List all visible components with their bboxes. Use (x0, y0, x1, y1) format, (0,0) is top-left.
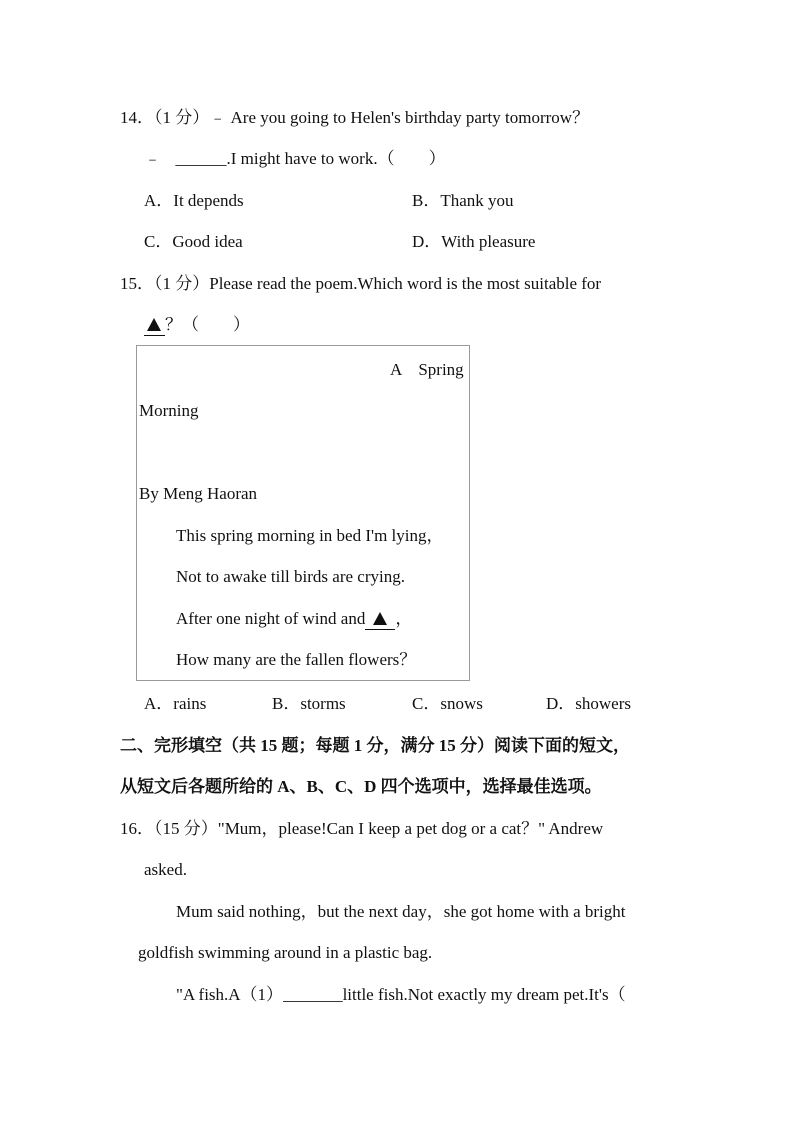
q14-reply (144, 149, 446, 169)
q15-blank (144, 315, 165, 336)
poem-line-3 (176, 609, 412, 630)
poem-title-part1: A Spring (390, 360, 464, 379)
poem-line-4: How many are the fallen flowers？ (176, 650, 417, 669)
q14-option-b: B．Thank you (412, 191, 514, 210)
poem-line-3-end: ， (395, 609, 413, 628)
q16-line-5-before: "A fish.A（1） (176, 985, 284, 1004)
q14-reply-dash: ﹣ (144, 149, 161, 168)
q16-line-5-after: little fish.Not exactly my dream pet.It's（ (342, 985, 626, 1004)
poem-blank (365, 609, 395, 630)
q15-stem-line2 (144, 315, 250, 336)
section2-heading-line1: 二、完形填空（共 15 题；每题 1 分，满分 15 分）阅读下面的短文， (120, 736, 630, 755)
q16-line-4: goldfish swimming around in a plastic bag. (138, 943, 433, 962)
poem-box (136, 345, 470, 681)
poem-line-1: This spring morning in bed I'm lying， (176, 526, 444, 545)
q16-line-5 (176, 985, 626, 1005)
q15-stem-line1: 15．（1 分）Please read the poem.Which word is the most suitable for (120, 274, 602, 293)
triangle-icon (147, 318, 161, 331)
q16-line-3: Mum said nothing，but the next day，she got home with a bright (176, 902, 626, 921)
q15-stem-line2-text: ？（ ） (165, 315, 250, 334)
q16-blank-1: _______ (283, 985, 343, 1004)
q16-line-2: asked. (144, 860, 187, 879)
q14-reply-blank: ______ (175, 149, 227, 168)
q14-option-c: C．Good idea (144, 232, 243, 251)
poem-author: By Meng Haoran (139, 484, 258, 503)
q15-option-a: A．rains (144, 694, 207, 713)
q14-option-a: A．It depends (144, 191, 244, 210)
q15-option-c: C．snows (412, 694, 483, 713)
q14-stem: 14．（1 分）﹣ Are you going to Helen's birthday party tomorrow？ (120, 108, 590, 127)
q14-reply-rest: .I might have to work.（ ） (226, 149, 446, 168)
q14-option-d: D．With pleasure (412, 232, 536, 251)
triangle-icon (373, 612, 387, 625)
q15-option-b: B．storms (272, 694, 346, 713)
poem-title-part2: Morning (139, 401, 199, 420)
section2-heading-line2: 从短文后各题所给的 A、B、C、D 四个选项中，选择最佳选项。 (120, 777, 602, 796)
q15-option-d: D．showers (546, 694, 631, 713)
poem-line-2: Not to awake till birds are crying. (176, 567, 405, 586)
poem-line-3-text: After one night of wind and (176, 609, 366, 628)
q16-line-1: 16．（15 分）"Mum，please!Can I keep a pet dog or a cat？" Andrew (120, 819, 604, 838)
